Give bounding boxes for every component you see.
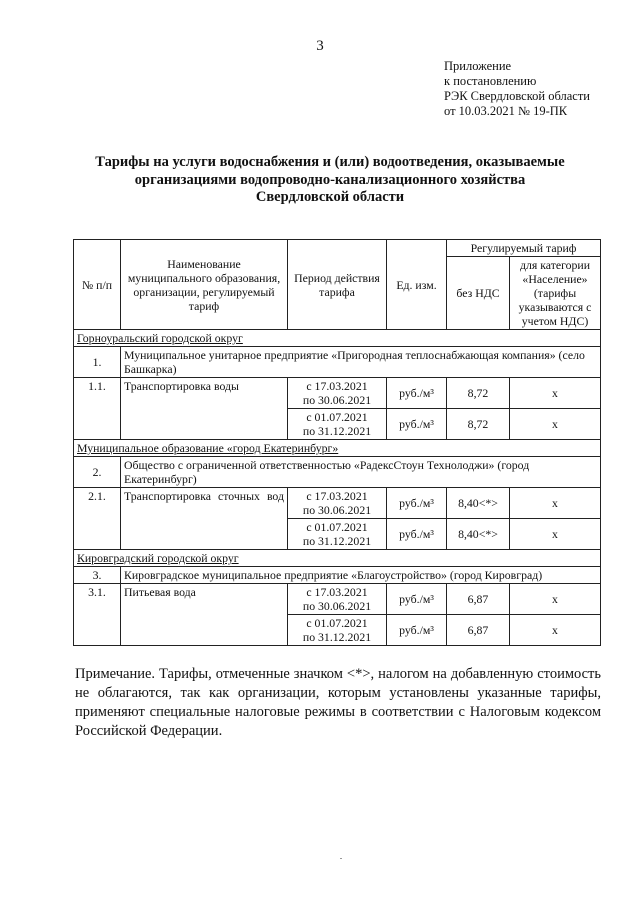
tariff-no-vat: 6,87 xyxy=(447,584,510,615)
section-title: Кировградский городской округ xyxy=(74,550,601,567)
scan-speck xyxy=(340,858,342,859)
tariff-period xyxy=(288,584,387,615)
tariff-number: 1.1. xyxy=(74,378,121,440)
tariff-population: x xyxy=(510,488,601,519)
unit-cell: руб./м³ xyxy=(387,584,447,615)
tariff-name: Транспортировка сточных вод xyxy=(121,488,288,550)
tariff-population: x xyxy=(510,615,601,646)
period-to: по 30.06.2021 xyxy=(302,393,372,407)
header-unit: Ед. изм. xyxy=(387,240,447,330)
header-period: Период действия тарифа xyxy=(288,240,387,330)
period-from: с 01.07.2021 xyxy=(306,410,368,424)
tariff-period xyxy=(288,378,387,409)
tariffs-table xyxy=(73,239,601,646)
tariff-no-vat: 8,40<*> xyxy=(447,519,510,550)
organization-row xyxy=(74,457,601,488)
title-line: организациями водопроводно-канализационного хозяйства xyxy=(134,171,526,188)
unit-cell: руб./м³ xyxy=(387,488,447,519)
organization-row xyxy=(74,567,601,584)
period-to: по 31.12.2021 xyxy=(302,534,372,548)
document-title xyxy=(60,154,600,207)
period-from: с 17.03.2021 xyxy=(306,585,368,599)
header-no-vat: без НДС xyxy=(447,257,510,330)
header-regulated-tariff: Регулируемый тариф xyxy=(447,240,601,257)
period-from: с 01.07.2021 xyxy=(306,520,368,534)
tariff-no-vat: 8,40<*> xyxy=(447,488,510,519)
org-name: Кировградское муниципальное предприятие «Благоустройство» (город Кировград) xyxy=(121,567,601,584)
note-paragraph: Примечание. Тарифы, отмеченные значком <*>, налогом на добавленную стоимость не облагаются, так как организации, которым установлены указанные тарифы, применяют специальные налоговые режимы в соответствии с Налоговым кодексом Российской Федерации. xyxy=(75,666,601,739)
tariff-no-vat: 6,87 xyxy=(447,615,510,646)
title-line: Тарифы на услуги водоснабжения и (или) водоотведения, оказываемые xyxy=(95,154,565,170)
org-number: 3. xyxy=(74,567,121,584)
tariff-name: Транспортировка воды xyxy=(121,378,288,440)
title-line: Свердловской области xyxy=(255,189,405,205)
header-num: № п/п xyxy=(74,240,121,330)
period-from: с 01.07.2021 xyxy=(306,616,368,630)
tariff-number: 3.1. xyxy=(74,584,121,646)
tariff-population: x xyxy=(510,378,601,409)
section-row xyxy=(74,550,601,567)
section-title: Муниципальное образование «город Екатеринбург» xyxy=(74,440,601,457)
tariff-no-vat: 8,72 xyxy=(447,378,510,409)
org-number: 2. xyxy=(74,457,121,488)
tariff-period xyxy=(288,488,387,519)
period-to: по 30.06.2021 xyxy=(302,599,372,613)
header-name: Наименование муниципального образования, организации, регулируемый тариф xyxy=(121,240,288,330)
tariff-population: x xyxy=(510,519,601,550)
period-from: с 17.03.2021 xyxy=(306,379,368,393)
unit-cell: руб./м³ xyxy=(387,615,447,646)
period-to: по 30.06.2021 xyxy=(302,503,372,517)
appendix-line: к постановлению xyxy=(444,74,537,88)
period-to: по 31.12.2021 xyxy=(302,630,372,644)
appendix-line: Приложение xyxy=(444,59,512,73)
tariff-no-vat: 8,72 xyxy=(447,409,510,440)
period-from: с 17.03.2021 xyxy=(306,489,368,503)
appendix-reference xyxy=(444,59,590,119)
appendix-line: РЭК Свердловской области xyxy=(444,89,590,103)
header-population: для категории «Население» (тарифы указываются с учетом НДС) xyxy=(510,257,601,330)
unit-cell: руб./м³ xyxy=(387,519,447,550)
section-title: Горноуральский городской округ xyxy=(74,330,601,347)
tariff-row xyxy=(74,584,601,615)
page-number: 3 xyxy=(316,38,324,54)
tariff-period xyxy=(288,615,387,646)
org-number: 1. xyxy=(74,347,121,378)
tariff-name: Питьевая вода xyxy=(121,584,288,646)
section-row xyxy=(74,330,601,347)
tariff-row xyxy=(74,488,601,519)
org-name: Муниципальное унитарное предприятие «Пригородная теплоснабжающая компания» (село Башкарка) xyxy=(121,347,601,378)
org-name: Общество с ограниченной ответственностью «РадексСтоун Технолоджи» (город Екатеринбург) xyxy=(121,457,601,488)
appendix-line: от 10.03.2021 № 19-ПК xyxy=(444,104,568,118)
tariff-period xyxy=(288,409,387,440)
tariff-period xyxy=(288,519,387,550)
unit-cell: руб./м³ xyxy=(387,409,447,440)
unit-cell: руб./м³ xyxy=(387,378,447,409)
tariff-number: 2.1. xyxy=(74,488,121,550)
section-row xyxy=(74,440,601,457)
organization-row xyxy=(74,347,601,378)
tariff-row xyxy=(74,378,601,409)
tariff-population: x xyxy=(510,584,601,615)
period-to: по 31.12.2021 xyxy=(302,424,372,438)
tariff-population: x xyxy=(510,409,601,440)
